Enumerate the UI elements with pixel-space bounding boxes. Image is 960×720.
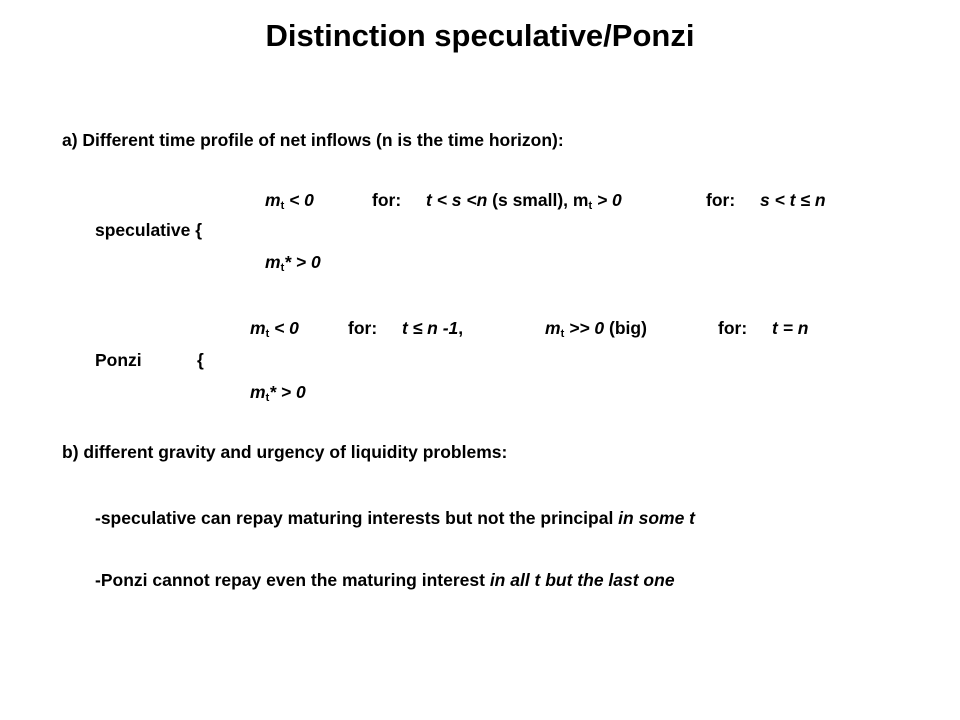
speculative-label: speculative { [95,220,202,240]
speculative-inflow-negative: $m_t < 0$ [265,190,314,212]
section-a-heading: a) Different time profile of net inflows (n is the time horizon): [62,130,564,150]
bullet-speculative: -speculative can repay maturing interests but not the principal in some t [95,508,695,528]
ponzi-discounted-inflow: $m_t* > 0$ [250,382,306,404]
ponzi-for-label-1: for: [348,318,378,338]
slide-title: Distinction speculative/Ponzi [265,18,695,53]
ponzi-brace: { [197,350,204,370]
ponzi-inflow-negative: $m_t < 0$ [250,318,299,340]
ponzi-inflow-big: $m_t >> 0$ (big) [545,318,647,340]
bullet-ponzi: -Ponzi cannot repay even the maturing interest in all t but the last one [95,570,675,590]
section-b-heading: b) different gravity and urgency of liquidity problems: [62,442,508,462]
ponzi-condition-1: t ≤ n -1, [402,318,464,338]
speculative-discounted-inflow: $m_t* > 0$ [265,252,321,274]
ponzi-label: Ponzi [95,350,142,370]
speculative-for-label-2: for: [706,190,736,210]
speculative-for-label-1: for: [372,190,402,210]
ponzi-for-label-2: for: [718,318,748,338]
ponzi-condition-2: t = n [772,318,809,338]
speculative-condition-1: t < s <n (s small), $m_t > 0$ [426,190,622,212]
speculative-condition-2: s < t ≤ n [760,190,826,210]
